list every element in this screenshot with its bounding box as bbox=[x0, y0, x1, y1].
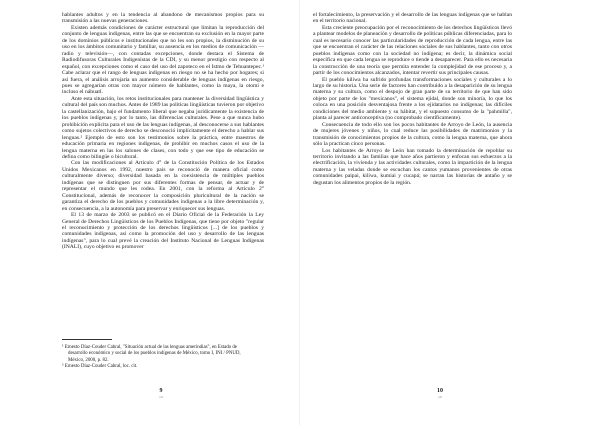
paragraph: el fortalecimiento, la preservación y el desarrollo de las lenguas indígenas que se hablan en el territorio nacional. bbox=[313, 12, 512, 25]
paragraph: Existen además condiciones de carácter estructural que limitan la reproducción del conjunto de lenguas indígenas, entre las que se encuentran su exclusión en la mayor parte de los dominios públicos e institucionales que no les son propios, la disminución de su uso en los ámbitos comunitario y familiar, su ausencia en los medios de comunicación —radio y televisión—, con contadas excepciones, donde destaca el Sistema de Radiodifusoras Culturales Indigenistas de la CDI, y su menor prestigio con respecto al español, con excepciones como el caso del uso del zapoteco en el Istmo de Tehuantepec.¹ Cabe aclarar que el rango de lenguas indígenas en riesgo no se ha hecho por hogares; si así fuera, el análisis arrojaría un aumento considerable de lenguas indígenas en riesgo, pues se agregarían otras con mayor número de hablantes, como la maya, la otomí e incluso el náhuatl. bbox=[62, 24, 264, 96]
paragraph: Esta creciente preocupación por el reconocimiento de los derechos lingüísticos llevó a plantear modelos de planeación y desarrollo de políticas públicas diferenciadas, para lo cual es necesario conocer las particularidades de reproducción de cada lengua, entre las que se encuentran el carácter de las relaciones sociales de sus hablantes, tanto con otros pueblos indígenas como con la sociedad no indígena; es decir, la dinámica social específica en que cada lengua se reproduce o tiende a desaparecer. Para ello es necesaria la construcción de una teoría que permita entender la complejidad de ese proceso y, a partir de los conocimientos alcanzados, intentar revertir sus principales causas. bbox=[313, 24, 512, 77]
paragraph: Con las modificaciones al Artículo 4° de la Constitución Política de los Estados Unidos Mexicanos en 1992, nuestro país se reconoció de manera oficial como culturalmente diverso; diversidad basada en la coexistencia de múltiples pueblos indígenas que se distinguen por sus diferentes formas de pensar, de actuar y de representar el mundo que les rodea. En 2001, con la reforma al Artículo 2° Constitucional, además de reconocer la composición pluricultural de la nación se garantiza el derecho de los pueblos y comunidades indígenas a la libre determinación y, en consecuencia, a la autonomía para preservar y enriquecer sus lenguas. bbox=[62, 160, 264, 212]
paragraph: El pueblo kiliwa ha sufrido profundas transformaciones sociales y culturales a lo largo de su historia. Una serie de factores han contribuido a la desaparición de su lengua materna y su cultura, como el despojo de gran parte de su territorio de que han sido objeto por parte de los "mexicanos", el sistema ejidal, donde son minoría, lo que los coloca en una posición desventajosa frente a los ejidatarios no indígenas; las difíciles condiciones del medio ambiente y su hábitat, y el supuesto consumo de la "pahmilla", planta al parecer anticonceptiva (no comprobado científicamente). bbox=[313, 76, 512, 122]
page-footer-mark-left: cdi bbox=[158, 396, 164, 399]
left-page-body bbox=[62, 12, 264, 251]
footnote-divider bbox=[62, 339, 112, 340]
footnote: ² Ernesto Díaz-Couder Cabral, loc. cit. bbox=[62, 363, 138, 369]
paragraph: hablantes adultos y en la tendencia al abandono de mecanismos propios para su transmisión a las nuevas generaciones. bbox=[62, 12, 264, 25]
page-number-right: 10 bbox=[437, 388, 443, 394]
paragraph: Los habitantes de Arroyo de León han tomado la determinación de repoblar su territorio invitando a las familias que hace años partieron y enfocan sus esfuerzos a la electrificación, la vivienda y las actividades culturales, como la impartición de la lengua materna y las veladas donde se escuchan los cantos yumanos provenientes de otras comunidades paipai, kiliwa, kumiai y cucapá; se narran las historias de antaño y se degustan los alimentos propios de la región. bbox=[313, 147, 512, 186]
paragraph: Ante esta situación, los retos institucionales para mantener la diversidad lingüística y cultural del país son muchos. Antes de 1989 las políticas lingüísticas tuvieron por objetivo la castellanización, bajo el fundamento liberal que negaba jurídicamente la existencia de los pueblos indígenas y, por lo tanto, las diferencias culturales. Pese a que nunca hubo prohibición explícita para el uso de las lenguas indígenas, al desconocerse a sus hablantes como sujetos colectivos de derecho se desconoció implícitamente el derecho a hablar sus lenguas.² Ejemplo de esto son los testimonios sobre la práctica, entre maestros de educación primaria en regiones indígenas, de prohibir en muchos casos el uso de la lengua materna en las los salones de clases, con todo y que ese tipo de educación se defina como bilingüe o bicultural. bbox=[62, 95, 264, 160]
page-footer-mark-right: cdi bbox=[437, 396, 443, 399]
paragraph: Consecuencia de todo ello son los pocos habitantes de Arroyo de León, la ausencia de mujeres jóvenes y niños, lo cual reduce las posibilidades de matrimonios y la transmisión de conocimientos propios de la cultura, como la lengua materna, que ahora sólo la practican cinco personas. bbox=[313, 121, 512, 148]
footnote: ¹ Ernesto Díaz-Couder Cabral, "Situación actual de las lenguas amerindias", en Estado de desarrollo económico y social de los pueblos indígenas de México, tomo I, INI / PNUD, México, 2000, p. 82. bbox=[62, 345, 241, 363]
right-page-body bbox=[313, 12, 512, 186]
footnotes bbox=[62, 345, 250, 370]
paragraph: El 13 de marzo de 2003 se publicó en el Diario Oficial de la Federación la Ley General de Derechos Lingüísticos de los Pueblos Indígenas, que tiene por objeto "regular el reconocimiento y protección de los derechos lingüísticos [...] de los pueblos y comunidades indígenas, así como la promoción del uso y desarrollo de las lenguas indígenas", para lo cual prevé la creación del Instituto Nacional de Lenguas Indígenas (INALI), cuyo objetivo es promover bbox=[62, 212, 264, 251]
page-number-left: 9 bbox=[159, 388, 163, 394]
right-page bbox=[300, 0, 600, 425]
